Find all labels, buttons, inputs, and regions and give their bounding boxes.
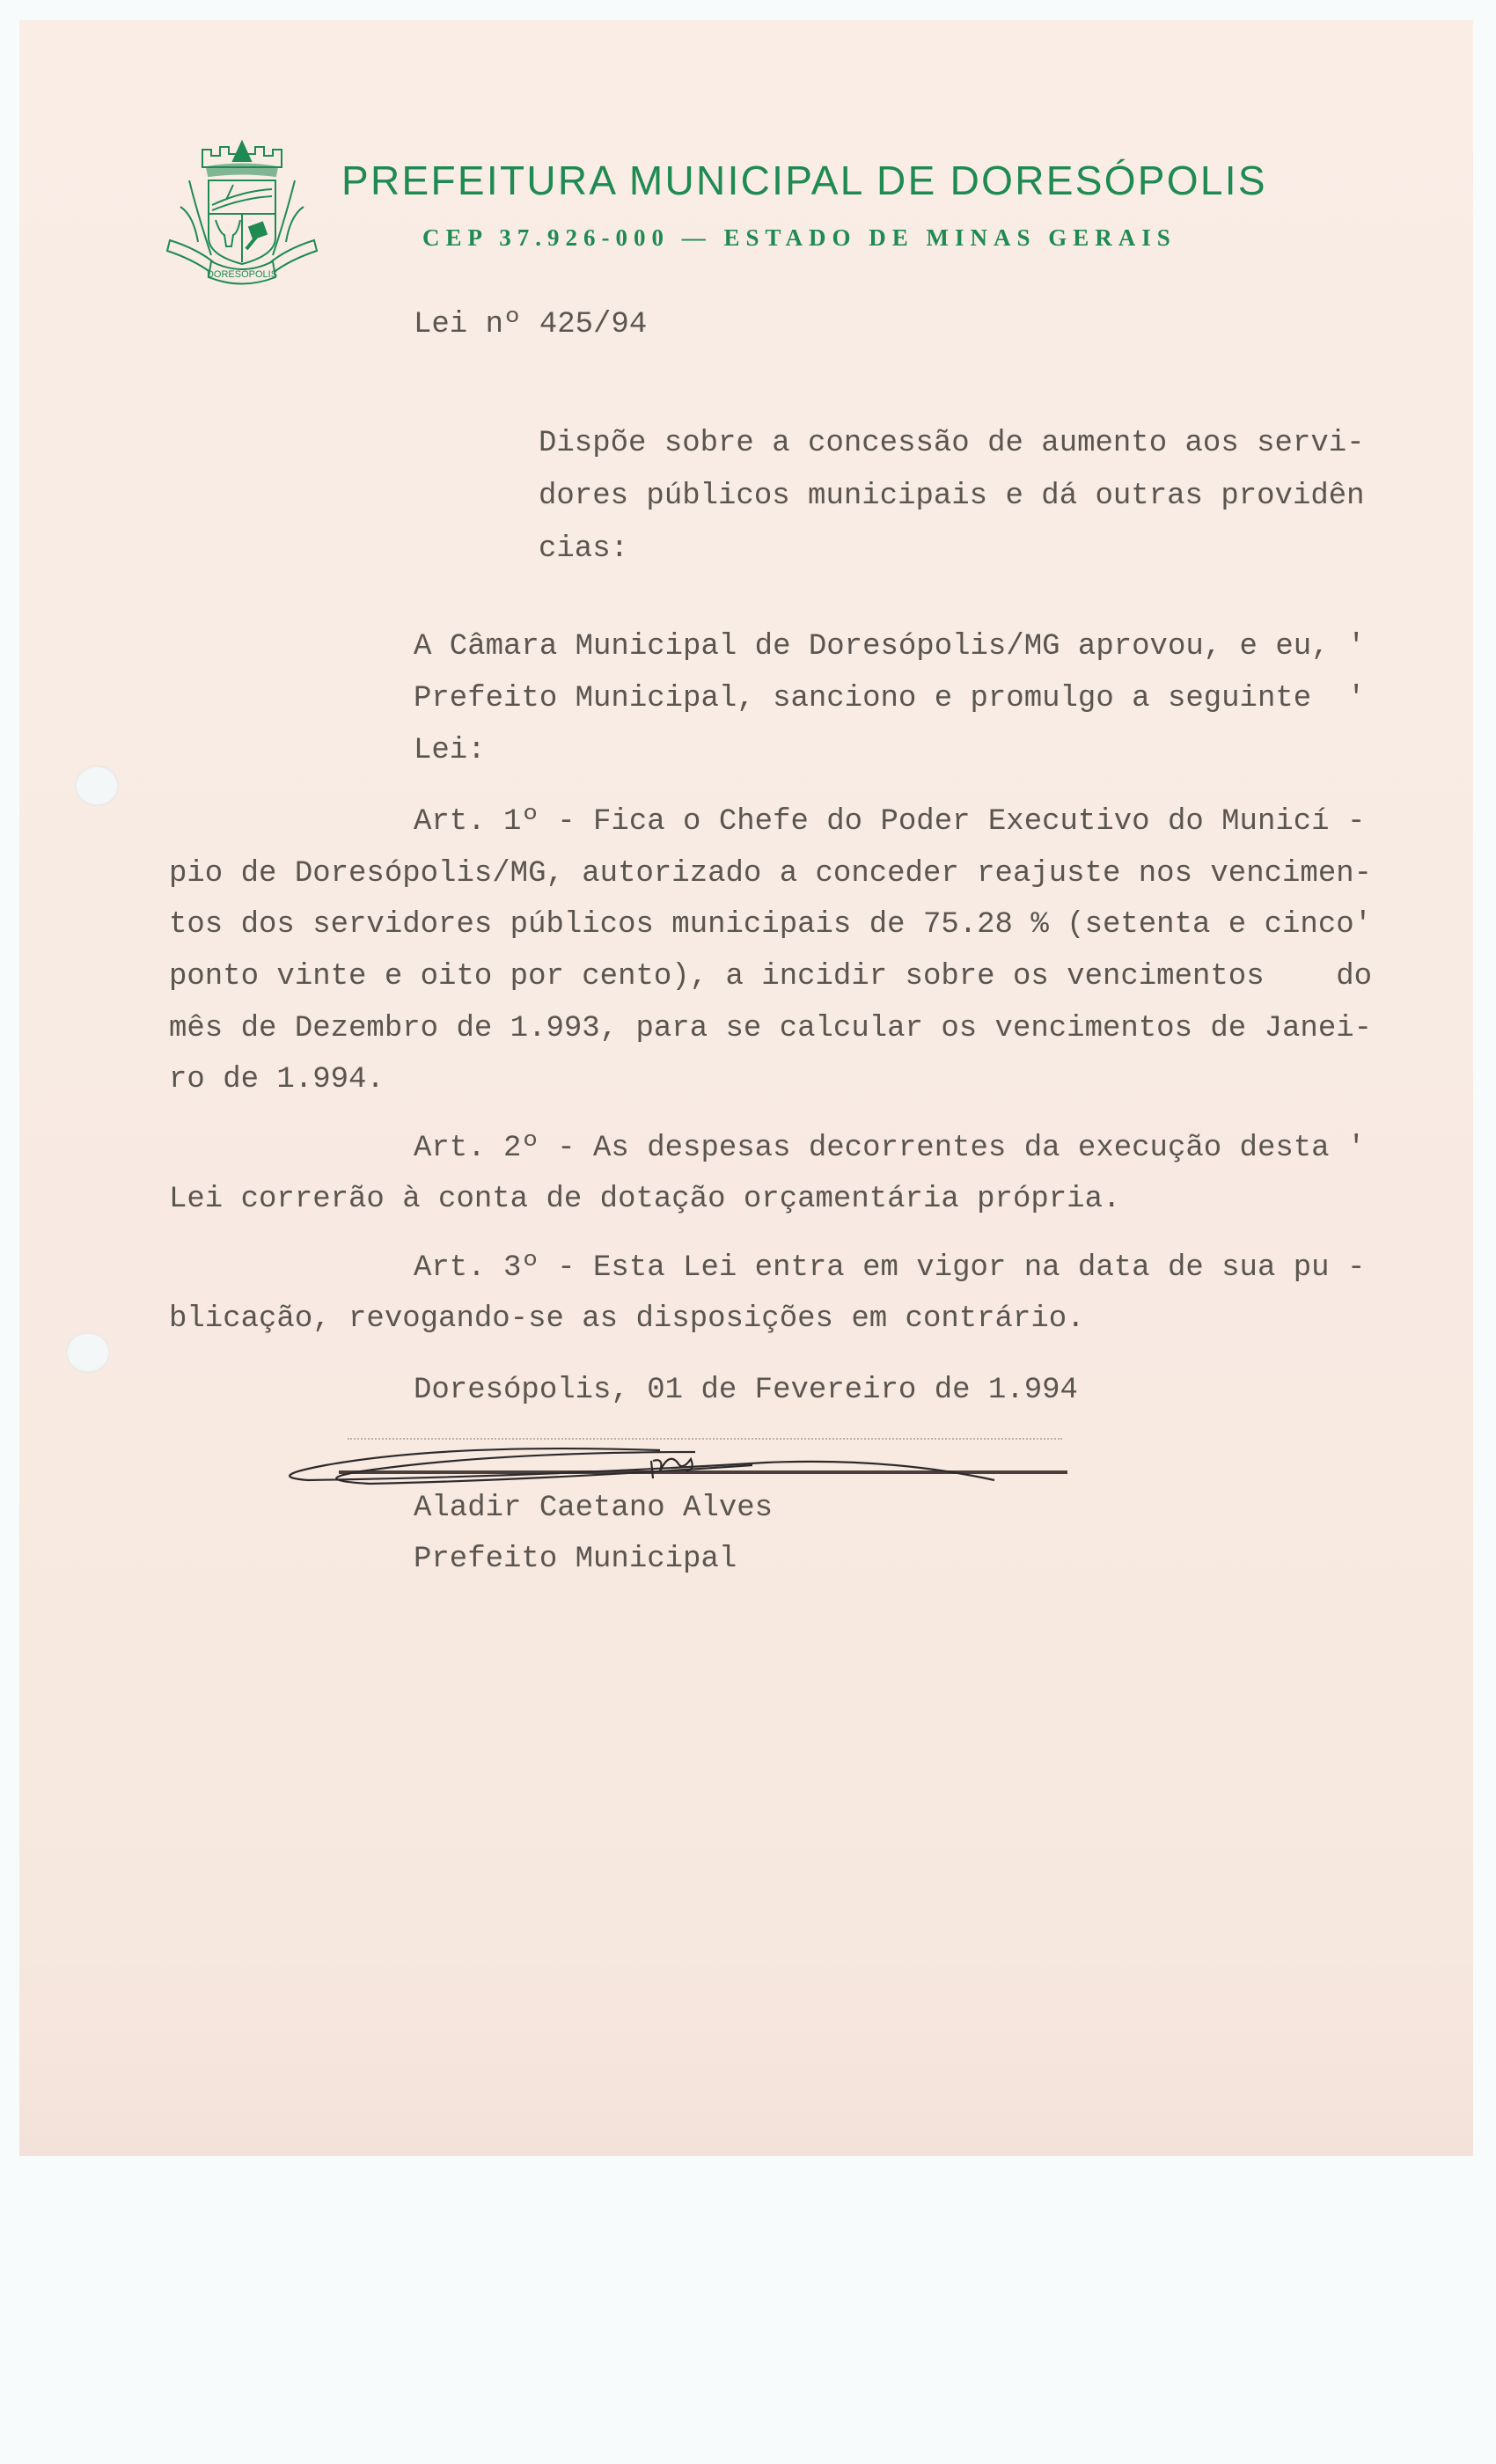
art1-line-1: Art. 1º - Fica o Chefe do Poder Executivo do Municí - (414, 805, 1366, 839)
preamble-line-1: A Câmara Municipal de Doresópolis/MG aprovou, e eu, ' (414, 630, 1366, 664)
art2-line-1: Art. 2º - As despesas decorrentes da execução desta ' (414, 1132, 1366, 1165)
signatory-name: Aladir Caetano Alves (414, 1492, 774, 1525)
place-date: Doresópolis, 01 de Fevereiro de 1.994 (414, 1374, 1078, 1407)
letterhead-subtitle: CEP 37.926-000 — ESTADO DE MINAS GERAIS (422, 224, 1177, 251)
art1-line-3: tos dos servidores públicos municipais de 75.28 % (setenta e cinco' (169, 908, 1373, 942)
art2-line-2: Lei correrão à conta de dotação orçamentária própria. (169, 1183, 1121, 1216)
preamble-line-3: Lei: (414, 734, 486, 767)
municipal-coat-of-arms-icon (163, 136, 321, 286)
letterhead-title: PREFEITURA MUNICIPAL DE DORESÓPOLIS (341, 158, 1267, 203)
summary-line-3: cias: (539, 532, 629, 566)
signatory-title: Prefeito Municipal (414, 1543, 737, 1576)
crest-ribbon-text: DORESOPOLIS (206, 269, 278, 280)
art1-line-4: ponto vinte e oito por cento), a incidir sobre os vencimentos do (169, 960, 1373, 994)
art1-line-5: mês de Dezembro de 1.993, para se calcular os vencimentos de Janei- (169, 1012, 1373, 1045)
summary-line-2: dores públicos municipais e dá outras providên (539, 480, 1365, 513)
summary-line-1: Dispõe sobre a concessão de aumento aos servi- (539, 427, 1365, 460)
law-number: Lei nº 425/94 (414, 308, 648, 341)
art1-line-6: ro de 1.994. (169, 1063, 385, 1096)
art1-line-2: pio de Doresópolis/MG, autorizado a conceder reajuste nos vencimen- (169, 857, 1373, 891)
punch-hole-top (75, 766, 119, 806)
punch-hole-bottom (66, 1332, 110, 1373)
preamble-line-2: Prefeito Municipal, sanciono e promulgo a seguinte ' (414, 682, 1366, 715)
art3-line-2: blicação, revogando-se as disposições em contrário. (169, 1302, 1085, 1336)
art3-line-1: Art. 3º - Esta Lei entra em vigor na data de sua pu - (414, 1251, 1366, 1285)
